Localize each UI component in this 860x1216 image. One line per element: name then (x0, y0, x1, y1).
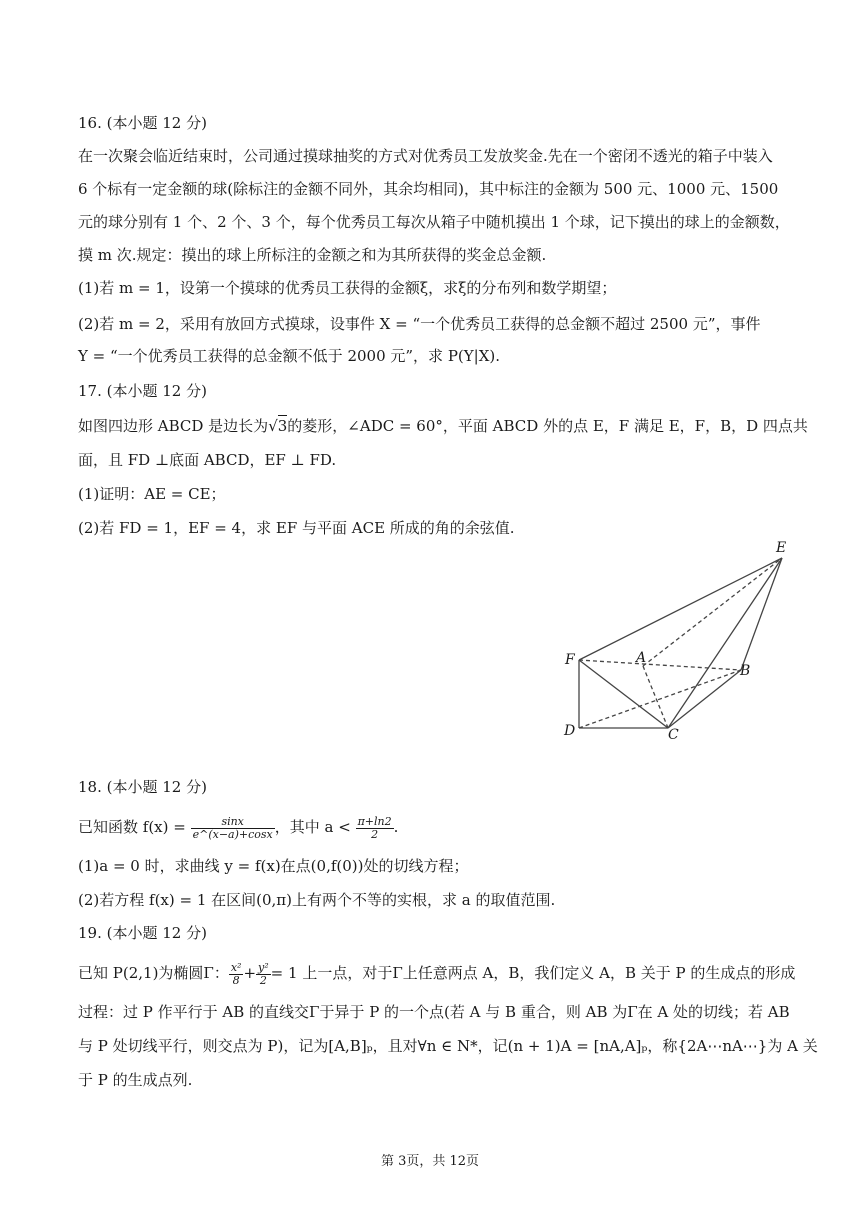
q17-part2: (2)若 FD = 1，EF = 4，求 EF 与平面 ACE 所成的角的余弦值. (78, 519, 515, 537)
q16-line3: 元的球分别有 1 个、2 个、3 个，每个优秀员工每次从箱子中随机摸出 1 个球，记下摸出的球上的金额数， (78, 213, 790, 231)
q18-part1: (1)a = 0 时，求曲线 y = f(x)在点(0,f(0))处的切线方程； (78, 857, 469, 875)
label-A: A (636, 650, 647, 666)
fraction-x-denominator: 8 (232, 973, 240, 987)
q19-line1 (78, 959, 795, 987)
q17-line1-start: 如图四边形 ABCD 是边长为 (78, 417, 269, 435)
edge-FE (579, 558, 782, 660)
q16-line2: 6 个标有一定金额的球(除标注的金额不同外，其余均相同)，其中标注的金额为 500 元、1000 元、1500 (78, 180, 779, 198)
q17-line2: 面，且 FD ⊥底面 ABCD，EF ⊥ FD. (78, 451, 337, 469)
label-E: E (776, 540, 787, 556)
edge-AE (643, 558, 782, 666)
q19-line1-start: 已知 P(2,1)为椭圆Γ： (78, 964, 229, 982)
q16-line1: 在一次聚会临近结束时，公司通过摸球抽奖的方式对优秀员工发放奖金.先在一个密闭不透光的箱子中装入 (78, 147, 773, 165)
q16-part2a: (2)若 m = 2，采用有放回方式摸球，设事件 X = “一个优秀员工获得的总金额不超过 2500 元”，事件 (78, 315, 761, 333)
fraction-y-denominator: 2 (259, 973, 267, 987)
q17-line1-end: 的菱形，∠ADC = 60°，平面 ABCD 外的点 E，F 满足 E，F，B，D 四点共 (287, 417, 808, 435)
q17-line1 (78, 416, 808, 436)
fraction-f-denominator: e^(x−a)+cosx (192, 827, 273, 841)
plus-sign: + (243, 964, 257, 982)
fraction-f (191, 816, 275, 841)
q18-intro-middle: ，其中 a < (274, 818, 356, 836)
fraction-x (229, 962, 244, 987)
label-D: D (564, 723, 576, 739)
fraction-y-numerator: y² (258, 960, 269, 974)
edge-CE (668, 558, 782, 728)
q19-line4: 于 P 的生成点列. (78, 1071, 193, 1089)
q18-part2: (2)若方程 f(x) = 1 在区间(0,π)上有两个不等的实根，求 a 的取值范围. (78, 891, 556, 909)
sqrt-radicand: 3 (277, 417, 288, 435)
sqrt-symbol: √ (268, 417, 278, 435)
label-F: F (565, 652, 575, 668)
q19-line2: 过程：过 P 作平行于 AB 的直线交Γ于异于 P 的一个点(若 A 与 B 重合，则 AB 为Γ在 A 处的切线；若 AB (78, 1003, 790, 1021)
fraction-f-numerator: sinx (191, 816, 275, 829)
geometry-figure (560, 540, 790, 740)
q19-line1-end: = 1 上一点，对于Γ上任意两点 A，B，我们定义 A，B 关于 P 的生成点的形成 (270, 964, 796, 982)
fraction-bound-numerator: π+ln2 (357, 814, 392, 828)
q16-heading: 16. (本小题 12 分) (78, 114, 207, 132)
q19-heading: 19. (本小题 12 分) (78, 924, 207, 942)
q18-heading: 18. (本小题 12 分) (78, 778, 207, 796)
q18-intro (78, 813, 398, 841)
fraction-x-numerator: x² (230, 960, 242, 974)
q19-line3: 与 P 处切线平行，则交点为 P)，记为[A,B]ₚ，且对∀n ∈ N*，记(n + 1)A = [nA,A]ₚ，称{2A⋯nA⋯}为 A 关 (78, 1037, 818, 1055)
q17-part1: (1)证明：AE = CE； (78, 485, 226, 503)
fraction-y (256, 962, 271, 987)
q17-heading: 17. (本小题 12 分) (78, 382, 207, 400)
page-footer: 第 3页，共 12页 (380, 1154, 480, 1169)
q16-part2b: Y = “一个优秀员工获得的总金额不低于 2000 元”，求 P(Y|X). (78, 347, 501, 365)
edge-FB (579, 660, 741, 670)
q16-line4: 摸 m 次.规定：摸出的球上所标注的金额之和为其所获得的奖金总金额. (78, 246, 547, 264)
edge-CB (668, 670, 741, 728)
fraction-bound (356, 816, 394, 841)
label-C: C (668, 727, 679, 740)
q16-part1: (1)若 m = 1，设第一个摸球的优秀员工获得的金额ξ，求ξ的分布列和数学期望； (78, 279, 617, 297)
label-B: B (740, 663, 751, 679)
q18-intro-end: . (393, 818, 399, 836)
fraction-bound-denominator: 2 (371, 827, 379, 841)
q18-intro-start: 已知函数 f(x) = (78, 818, 191, 836)
